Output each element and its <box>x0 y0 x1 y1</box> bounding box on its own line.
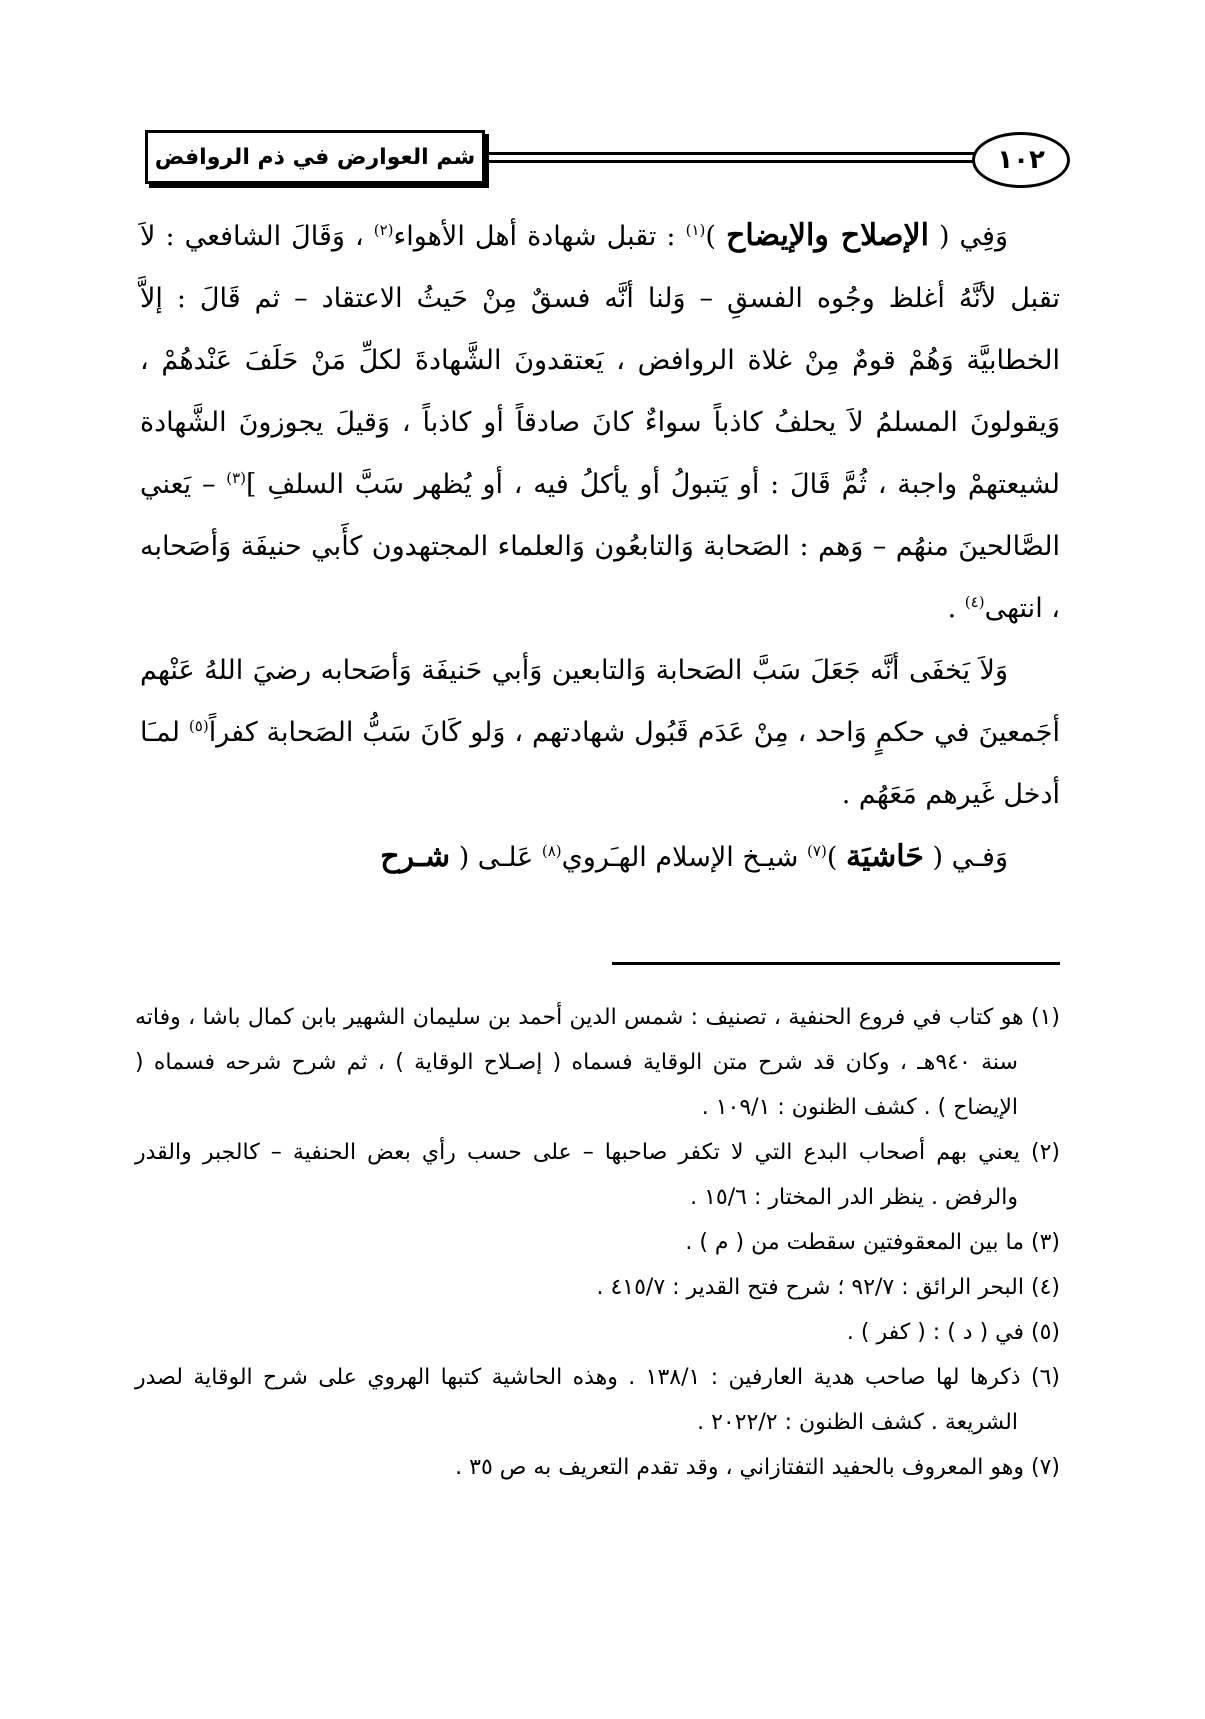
footnote-4: (٤) البحر الرائق : ٩٢/٧ ؛ شرح فتح القدير : ٤١٥/٧ . <box>596 1275 1060 1300</box>
footnote-separator <box>612 962 1060 965</box>
footnote-ref: (٣) <box>226 469 247 487</box>
footnote-5: (٥) في ( د ) : ( كفر ) . <box>846 1320 1060 1345</box>
footnote-6: (٦) ذكرها لها صاحب هدية العارفين : ١٣٨/١ . وهذه الحاشية كتبها الهروي على شرح الوقاية لصدر الشريعة . كشف الظنون : ٢٠٢٢/٢ . <box>135 1365 1060 1435</box>
main-text <box>140 205 1060 889</box>
text-span: عَلـى ( <box>458 842 534 873</box>
footnote-ref: (٢) <box>373 221 394 239</box>
text-span: وَفـي ( <box>932 842 1008 873</box>
text-span: – يَعني الصَّالحينَ منهُم – وَهم : الصَحابة وَالتابعُون وَالعلماء المجتهدون كأَبي حنيفَة وَأصَحابه ، انتهى <box>140 469 1060 624</box>
page-header <box>145 130 1070 190</box>
footnote-ref: (٤) <box>964 593 985 611</box>
footnote-3: (٣) ما بين المعقوفتين سقطت من ( م ) . <box>685 1230 1060 1255</box>
paragraph-1 <box>140 205 1060 640</box>
footnote-7: (٧) وهو المعروف بالحفيد التفتازاني ، وقد تقدم التعريف به ص ٣٥ . <box>455 1455 1060 1480</box>
footnotes <box>135 995 1060 1490</box>
footnote-ref: (٥) <box>188 717 209 735</box>
book-title: الإصلاح والإيضاح <box>726 218 929 253</box>
paragraph-3 <box>140 826 1060 889</box>
text-span: وَلاَ يَخفَى أنَّه جَعَلَ سَبَّ الصَحابة وَالتابعين وَأبي حَنيفَة وَأصَحابه رضيَ اللهُ عَنْهم أجَمعينَ في حكمٍ وَاحد ، مِنْ عَدَم قَبُول شهادتهم ، وَلو كَانَ سَبُّ الصَحابة كفراً <box>140 655 1060 748</box>
text-span: ، وَقَالَ الشافعي : لاَ تقبل لأنَّهُ أغلظ وجُوه الفسقِ – وَلنا أنَّه فسقٌ مِنْ حَيثُ الاعتقاد – ثم قَالَ : إلاَّ الخطابيَّة وَهُمْ قومٌ مِنْ غلاة الروافض ، يَعتقدونَ الشَّهادةَ لكلِّ مَنْ حَلَفَ عَنْدهُمْ ، وَيقولونَ المسلمُ لاَ يحلفُ كاذباً سواءٌ كانَ صادقاً أو كاذباً ، وَقيلَ يجوزونَ الشَّهادة لشيعتهمْ واجبة ، ثُمَّ قَالَ : أو يَتبولُ أو يأكلُ فيه ، أو يُظهر سَبَّ السلفِ ] <box>140 221 1060 500</box>
running-title: شم العوارض في ذم الروافض <box>145 130 485 184</box>
header-rule-top <box>480 152 980 155</box>
footnote-ref: (١) <box>685 221 706 239</box>
paragraph-2 <box>140 640 1060 826</box>
text-span: شيـخ الإسلام الهـَروي <box>561 842 799 873</box>
book-title: حَاشيَة <box>845 839 924 874</box>
text-span: : تقبل شهادة أهل الأهواء <box>393 221 676 252</box>
footnote-2: (٢) يعني بهم أصحاب البدع التي لا تكفر صاحبها – على حسب رأي بعض الحنفية – كالجبر والقدر والرفض . ينظر الدر المختار : ١٥/٦ . <box>135 1140 1060 1210</box>
book-title: شـرح <box>380 839 451 874</box>
header-rule-bottom <box>480 160 980 163</box>
footnote-ref: (٨) <box>541 842 562 860</box>
footnote-1: (١) هو كتاب في فروع الحنفية ، تصنيف : شمس الدين أحمد بن سليمان الشهير بابن كمال باشا ، وفاته سنة ٩٤٠هـ ، وكان قد شرح متن الوقاية فسماه ( إصـلاح الوقاية ) ، ثم شرح شرحه فسماه ( الإيضاح ) . كشف الظنون : ١٠٩/١ . <box>135 1005 1060 1120</box>
text-span: ) <box>826 842 838 873</box>
text-span: لمـَا أدخل غَيرهم مَعَهُم . <box>140 717 1060 810</box>
text-span: . <box>947 593 957 624</box>
text-span: ) <box>705 221 716 252</box>
text-span: وَفِي ( <box>938 221 1009 252</box>
footnote-ref: (٧) <box>807 842 827 860</box>
page-number: ١٠٢ <box>972 132 1070 188</box>
